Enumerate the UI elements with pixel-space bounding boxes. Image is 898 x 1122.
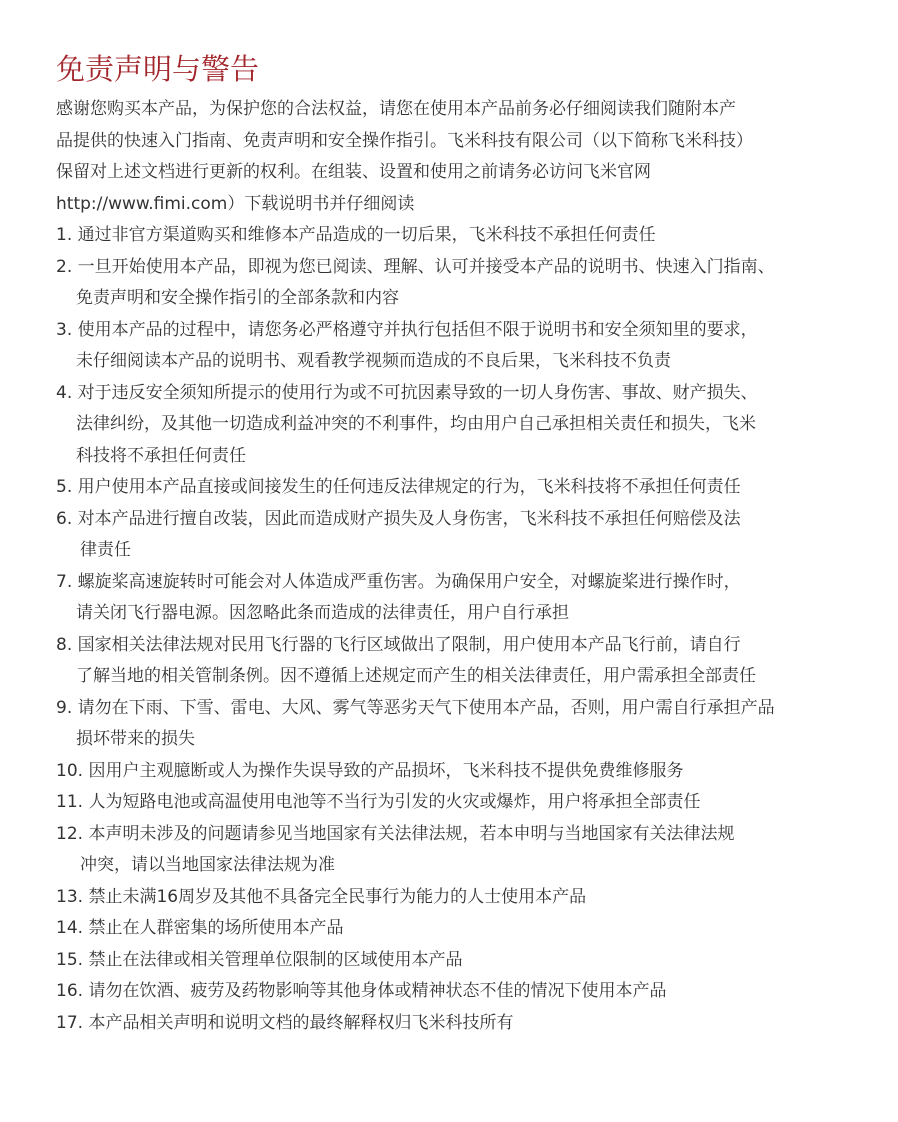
item-line: 12. 本声明未涉及的问题请参见当地国家有关法律法规，若本申明与当地国家有关法律法规 <box>56 823 735 844</box>
intro-line: 感谢您购买本产品，为保护您的合法权益，请您在使用本产品前务必仔细阅读我们随附本产 <box>56 99 736 119</box>
intro-line: http://www.fimi.com）下载说明书并仔细阅读 <box>56 193 415 214</box>
item-line: 11. 人为短路电池或高温使用电池等不当行为引发的火灾或爆炸，用户将承担全部责任 <box>56 792 701 812</box>
item-line: 1. 通过非官方渠道购买和维修本产品造成的一切后果，飞米科技不承担任何责任 <box>56 225 656 245</box>
item-line: 17. 本产品相关声明和说明文档的最终解释权归飞米科技所有 <box>56 1012 514 1033</box>
item-line: 6. 对本产品进行擅自改装，因此而造成财产损失及人身伤害，飞米科技不承担任何赔偿及法 <box>56 508 741 529</box>
item-line: 了解当地的相关管制条例。因不遵循上述规定而产生的相关法律责任，用户需承担全部责任 <box>76 666 756 686</box>
item-line: 损坏带来的损失 <box>76 729 195 749</box>
item-line: 请关闭飞行器电源。因忽略此条而造成的法律责任，用户自行承担 <box>76 603 569 623</box>
item-line: 科技将不承担任何责任 <box>76 445 246 466</box>
item-line: 16. 请勿在饮酒、疲劳及药物影响等其他身体或精神状态不佳的情况下使用本产品 <box>56 981 667 1001</box>
item-line: 2. 一旦开始使用本产品，即视为您已阅读、理解、认可并接受本产品的说明书、快速入门指南、 <box>56 256 775 277</box>
item-line: 7. 螺旋桨高速旋转时可能会对人体造成严重伤害。为确保用户安全，对螺旋桨进行操作时， <box>56 571 741 592</box>
item-line: 法律纠纷，及其他一切造成利益冲突的不利事件，均由用户自己承担相关责任和损失，飞米 <box>76 414 756 434</box>
disclaimer-item-6 <box>56 504 856 567</box>
disclaimer-item-12 <box>56 819 856 882</box>
item-line: 免责声明和安全操作指引的全部条款和内容 <box>76 288 399 308</box>
disclaimer-list <box>56 220 856 1039</box>
disclaimer-item-1 <box>56 220 856 252</box>
intro-line: 保留对上述文档进行更新的权利。在组装、设置和使用之前请务必访问飞米官网 <box>56 162 651 182</box>
disclaimer-item-15 <box>56 945 856 977</box>
item-line: 律责任 <box>80 540 131 560</box>
disclaimer-item-16 <box>56 976 856 1008</box>
item-line: 3. 使用本产品的过程中，请您务必严格遵守并执行包括但不限于说明书和安全须知里的要求， <box>56 319 758 340</box>
item-line: 14. 禁止在人群密集的场所使用本产品 <box>56 918 344 938</box>
disclaimer-item-5 <box>56 472 856 504</box>
disclaimer-item-2 <box>56 252 856 315</box>
item-line: 13. 禁止未满16周岁及其他不具备完全民事行为能力的人士使用本产品 <box>56 886 587 907</box>
disclaimer-item-10 <box>56 756 856 788</box>
page-title: 免责声明与警告 <box>56 52 260 86</box>
disclaimer-item-11 <box>56 787 856 819</box>
item-line: 10. 因用户主观臆断或人为操作失误导致的产品损坏，飞米科技不提供免费维修服务 <box>56 760 684 781</box>
item-line: 8. 国家相关法律法规对民用飞行器的飞行区域做出了限制，用户使用本产品飞行前，请自行 <box>56 634 741 655</box>
disclaimer-item-7 <box>56 567 856 630</box>
disclaimer-item-8 <box>56 630 856 693</box>
disclaimer-item-4 <box>56 378 856 473</box>
item-line: 4. 对于违反安全须知所提示的使用行为或不可抗因素导致的一切人身伤害、事故、财产损失、 <box>56 382 758 403</box>
disclaimer-item-13 <box>56 882 856 914</box>
item-line: 15. 禁止在法律或相关管理单位限制的区域使用本产品 <box>56 949 463 970</box>
intro-line: 品提供的快速入门指南、免责声明和安全操作指引。飞米科技有限公司（以下简称飞米科技） <box>56 130 753 151</box>
item-line: 5. 用户使用本产品直接或间接发生的任何违反法律规定的行为，飞米科技将不承担任何责任 <box>56 477 741 497</box>
disclaimer-item-17 <box>56 1008 856 1040</box>
disclaimer-item-3 <box>56 315 856 378</box>
item-line: 未仔细阅读本产品的说明书、观看教学视频而造成的不良后果，飞米科技不负责 <box>76 351 671 371</box>
item-line: 9. 请勿在下雨、下雪、雷电、大风、雾气等恶劣天气下使用本产品，否则，用户需自行承担产品 <box>56 697 775 718</box>
disclaimer-page <box>56 50 856 1039</box>
disclaimer-item-14 <box>56 913 856 945</box>
item-line: 冲突，请以当地国家法律法规为准 <box>80 855 335 875</box>
disclaimer-item-9 <box>56 693 856 756</box>
intro-paragraph <box>56 94 856 220</box>
